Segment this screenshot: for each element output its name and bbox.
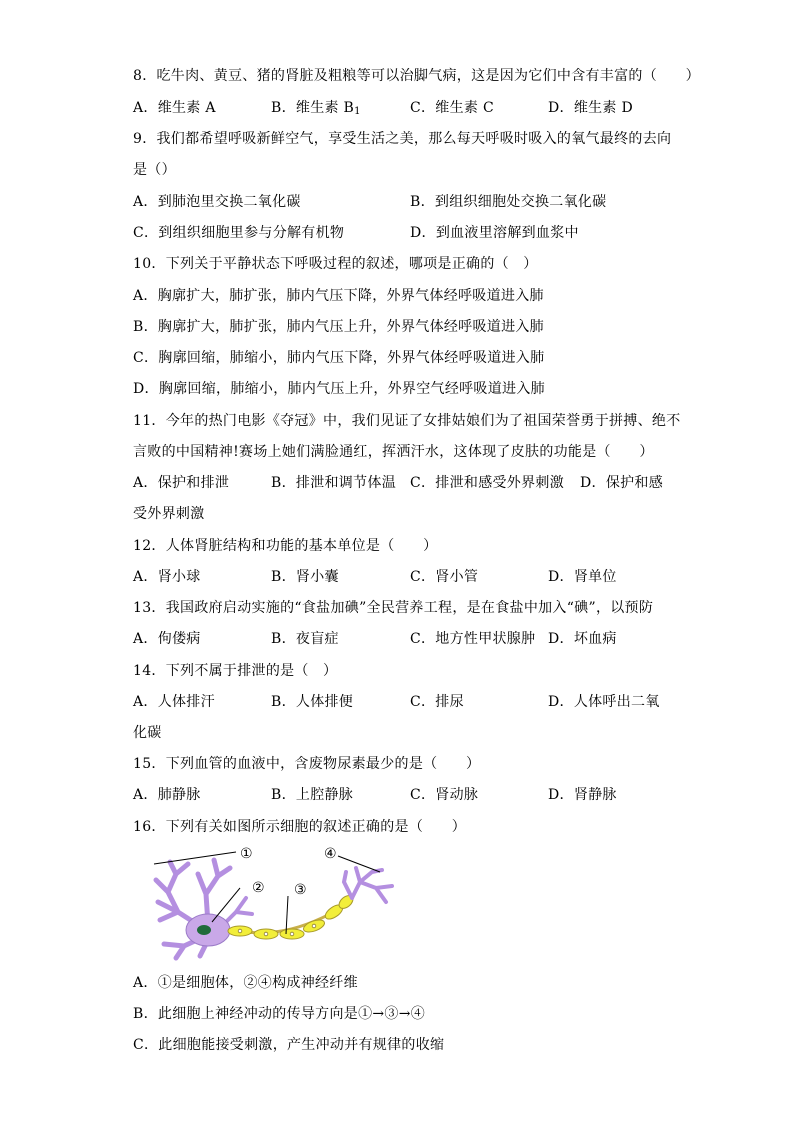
- q12-option-d: D．肾单位: [548, 569, 617, 585]
- label-3: ③: [294, 882, 307, 898]
- q10-stem: 10．下列关于平静状态下呼吸过程的叙述，哪项是正确的（ ）: [133, 256, 538, 272]
- q8-stem: 8．吃牛肉、黄豆、猪的肾脏及粗粮等可以治脚气病，这是因为它们中含有丰富的（ ）: [133, 68, 700, 84]
- q16-stem: 16．下列有关如图所示细胞的叙述正确的是（ ）: [133, 819, 467, 835]
- q11-option-c: C．排泄和感受外界刺激: [410, 475, 565, 491]
- q12-option-b: B．肾小囊: [271, 569, 339, 585]
- q11-stem-line1: 11．今年的热门电影《夺冠》中，我们见证了女排姑娘们为了祖国荣誉勇于拼搏、绝不: [133, 413, 681, 429]
- q13-option-c: C．地方性甲状腺肿: [410, 631, 536, 647]
- q9-option-b: B．到组织细胞处交换二氧化碳: [410, 194, 607, 210]
- cell-body-dendrites: [156, 860, 252, 958]
- neuron-diagram: [148, 842, 408, 962]
- q13-stem: 13．我国政府启动实施的“食盐加碘”全民营养工程，是在食盐中加入“碘”，以预防: [133, 600, 654, 616]
- q10-option-c: C．胸廓回缩，肺缩小，肺内气压下降，外界气体经呼吸道进入肺: [133, 350, 545, 366]
- q14-option-c: C．排尿: [410, 694, 464, 710]
- q10-option-b: B．胸廓扩大，肺扩张，肺内气压上升，外界气体经呼吸道进入肺: [133, 319, 544, 335]
- q12-option-a: A．肾小球: [133, 569, 201, 585]
- q11-option-d-continued: 受外界刺激: [133, 506, 205, 522]
- q10-option-d: D．胸廓回缩，肺缩小，肺内气压上升，外界空气经呼吸道进入肺: [133, 381, 545, 397]
- q12-option-c: C．肾小管: [410, 569, 479, 585]
- q15-option-d: D．肾静脉: [548, 787, 617, 803]
- q14-option-a: A．人体排汗: [133, 694, 215, 710]
- q16-option-a: A．①是细胞体，②④构成神经纤维: [133, 975, 358, 991]
- q15-option-a: A．肺静脉: [133, 787, 201, 803]
- q8-option-b: B．维生素 $B_1$: [271, 100, 361, 117]
- q9-stem-line1: 9．我们都希望呼吸新鲜空气，享受生活之美，那么每天呼吸时吸入的氧气最终的去向: [133, 131, 672, 147]
- q14-option-d-continued: 化碳: [133, 725, 162, 741]
- q15-option-c: C．肾动脉: [410, 787, 479, 803]
- q9-option-d: D．到血液里溶解到血浆中: [410, 225, 579, 241]
- q11-stem-line2: 言败的中国精神!赛场上她们满脸通红，挥洒汗水，这体现了皮肤的功能是（ ）: [133, 444, 654, 460]
- q8-option-c: C．维生素 C: [410, 100, 494, 116]
- q12-stem: 12．人体肾脏结构和功能的基本单位是（ ）: [133, 538, 438, 554]
- q14-option-d: D．人体呼出二氧: [548, 694, 660, 710]
- q11-option-d: D．保护和感: [580, 475, 664, 491]
- nucleus: [197, 925, 211, 935]
- figure-labels: [240, 846, 337, 898]
- q16-option-b: B．此细胞上神经冲动的传导方向是①→③→④: [133, 1006, 426, 1022]
- q10-option-a: A．胸廓扩大，肺扩张，肺内气压下降，外界气体经呼吸道进入肺: [133, 288, 544, 304]
- label-4: ④: [324, 846, 337, 862]
- q8-option-d: D．维生素 D: [548, 100, 633, 116]
- q14-option-b: B．人体排便: [271, 694, 354, 710]
- q14-stem: 14．下列不属于排泄的是（ ）: [133, 663, 338, 679]
- q15-stem: 15．下列血管的血液中，含废物尿素最少的是（ ）: [133, 756, 481, 772]
- q9-option-c: C．到组织细胞里参与分解有机物: [133, 225, 345, 241]
- q15-option-b: B．上腔静脉: [271, 787, 354, 803]
- label-2: ②: [252, 880, 265, 896]
- q9-option-a: A．到肺泡里交换二氧化碳: [133, 194, 301, 210]
- axon-terminals: [344, 868, 392, 902]
- q13-option-a: A．佝偻病: [133, 631, 201, 647]
- q9-stem-line2: 是（）: [133, 162, 176, 178]
- q8-option-a: A．维生素 A: [133, 100, 216, 116]
- label-1: ①: [240, 846, 253, 862]
- q11-option-b: B．排泄和调节体温: [271, 475, 396, 491]
- q16-option-c: C．此细胞能接受刺激，产生冲动并有规律的收缩: [133, 1037, 445, 1053]
- q11-option-a: A．保护和排泄: [133, 475, 230, 491]
- q13-option-d: D．坏血病: [548, 631, 617, 647]
- q13-option-b: B．夜盲症: [271, 631, 339, 647]
